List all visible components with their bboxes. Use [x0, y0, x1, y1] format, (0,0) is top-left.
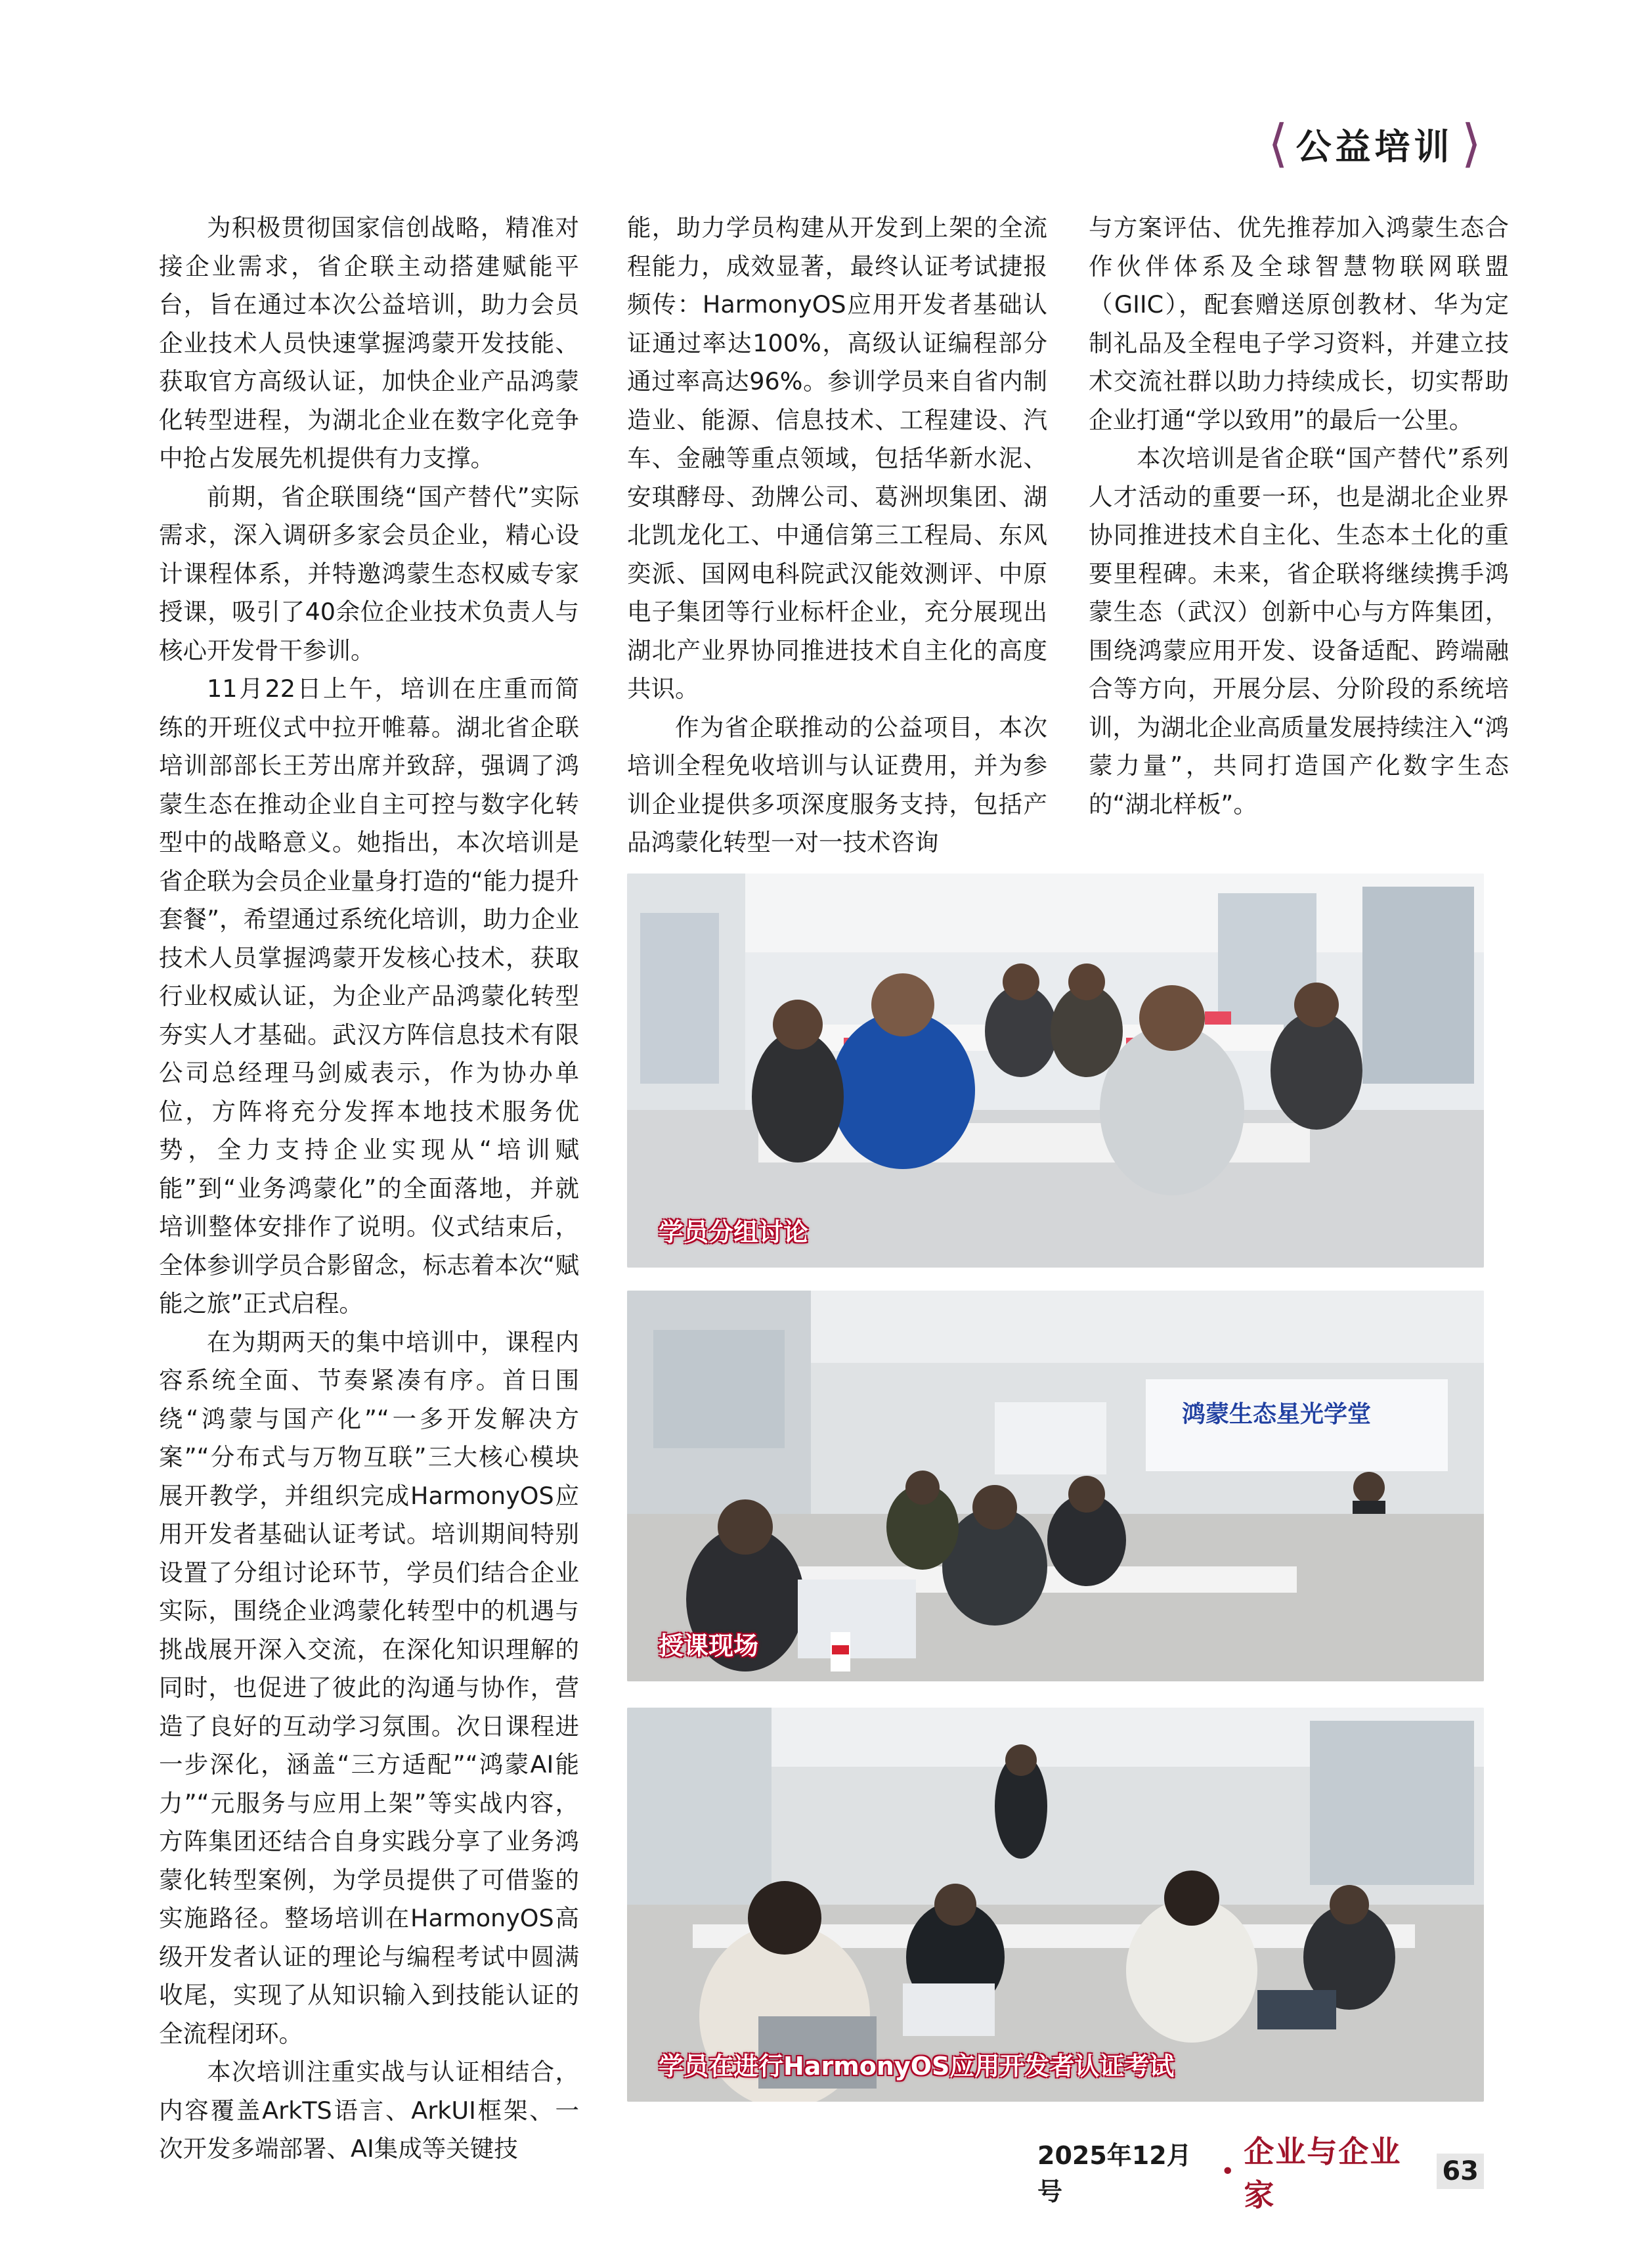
classroom-banner: 鸿蒙生态星光学堂 — [1182, 1401, 1372, 1428]
paragraph: 前期，省企联围绕“国产替代”实际需求，深入调研多家会员企业，精心设计课程体系，并特邀鸿蒙生态权威专家授课，吸引了40余位企业技术负责人与核心开发骨干参训。 — [159, 482, 579, 665]
page-number: 63 — [1437, 2154, 1484, 2189]
paragraph: 作为省企联推动的公益项目，本次培训全程免收培训与认证费用，并为参训企业提供多项深度服务支持，包括产品鸿蒙化转型一对一技术咨询 — [627, 713, 1047, 856]
separator-dot-icon: • — [1221, 2158, 1235, 2185]
photo-caption: 授课现场 — [659, 1631, 759, 1660]
bracket-right-icon: ⟩ — [1461, 114, 1481, 173]
paragraph: 本次培训是省企联“国产替代”系列人才活动的重要一环，也是湖北企业界协同推进技术自主化、生态本土化的重要里程碑。未来，省企联将继续携手鸿蒙生态（武汉）创新中心与方阵集团，围绕鸿蒙应用开发、设备适配、跨端融合等方向，开展分层、分阶段的系统培训，为湖北企业高质量发展持续注入“鸿蒙力量”，共同打造国产化数字生态的“湖北样板”。 — [1089, 444, 1509, 818]
issue-date: 2025年12月号 — [1037, 2141, 1192, 2206]
photo-group-discussion-image — [627, 874, 1484, 1268]
article-column-2 — [627, 209, 1047, 856]
photo-certification-exam — [627, 1708, 1484, 2102]
photo-caption: 学员在进行HarmonyOS应用开发者认证考试 — [659, 2052, 1175, 2081]
photo-caption: 学员分组讨论 — [659, 1218, 809, 1247]
section-label: 公益培训 — [1295, 125, 1454, 167]
photo-group-discussion — [627, 874, 1484, 1268]
paragraph: 为积极贯彻国家信创战略，精准对接企业需求，省企联主动搭建赋能平台，旨在通过本次公益培训，助力会员企业技术人员快速掌握鸿蒙开发技能、获取官方高级认证，加快企业产品鸿蒙化转型进程，为湖北企业在数字化竞争中抢占发展先机提供有力支撑。 — [159, 213, 579, 472]
paragraph: 与方案评估、优先推荐加入鸿蒙生态合作伙伴体系及全球智慧物联网联盟（GIIC），配套赠送原创教材、华为定制礼品及全程电子学习资料，并建立技术交流社群以助力持续成长，切实帮助企业打通“学以致用”的最后一公里。 — [1089, 213, 1509, 434]
paragraph: 本次培训注重实战与认证相结合，内容覆盖ArkTS语言、ArkUI框架、一次开发多端部署、AI集成等关键技 — [159, 2058, 579, 2163]
section-tag — [1268, 114, 1481, 173]
article-column-3 — [1089, 209, 1509, 839]
article-column-1 — [159, 209, 579, 2186]
photo-lecture-image — [627, 1291, 1484, 1681]
photo-lecture — [627, 1291, 1484, 1681]
magazine-name: 企业与企业家 — [1244, 2134, 1402, 2213]
paragraph: 能，助力学员构建从开发到上架的全流程能力，成效显著，最终认证考试捷报频传：HarmonyOS应用开发者基础认证通过率达100%，高级认证编程部分通过率高达96%。参训学员来自省内制造业、能源、信息技术、工程建设、汽车、金融等重点领域，包括华新水泥、安琪酵母、劲牌公司、葛洲坝集团、湖北凯龙化工、中通信第三工程局、东风奕派、国网电科院武汉能效测评、中原电子集团等行业标杆企业，充分展现出湖北产业界协同推进技术自主化的高度共识。 — [627, 213, 1047, 703]
paragraph: 在为期两天的集中培训中，课程内容系统全面、节奏紧凑有序。首日围绕“鸿蒙与国产化”“一多开发解决方案”“分布式与万物互联”三大核心模块展开教学，并组织完成HarmonyOS应用开发者基础认证考试。培训期间特别设置了分组讨论环节，学员们结合企业实际，围绕企业鸿蒙化转型中的机遇与挑战展开深入交流，在深化知识理解的同时，也促进了彼此的沟通与协作，营造了良好的互动学习氛围。次日课程进一步深化，涵盖“三方适配”“鸿蒙AI能力”“元服务与应用上架”等实战内容，方阵集团还结合自身实践分享了业务鸿蒙化转型案例，为学员提供了可借鉴的实施路径。整场培训在HarmonyOS高级开发者认证的理论与编程考试中圆满收尾，实现了从知识输入到技能认证的全流程闭环。 — [159, 1327, 579, 2048]
bracket-left-icon: ⟨ — [1268, 114, 1288, 173]
photo-certification-exam-image — [627, 1708, 1484, 2102]
paragraph: 11月22日上午，培训在庄重而简练的开班仪式中拉开帷幕。湖北省企联培训部部长王芳出席并致辞，强调了鸿蒙生态在推动企业自主可控与数字化转型中的战略意义。她指出，本次培训是省企联为会员企业量身打造的“能力提升套餐”，希望通过系统化培训，助力企业技术人员掌握鸿蒙开发核心技术，获取行业权威认证，为企业产品鸿蒙化转型夯实人才基础。武汉方阵信息技术有限公司总经理马剑威表示，作为协办单位，方阵将充分发挥本地技术服务优势，全力支持企业实现从“培训赋能”到“业务鸿蒙化”的全面落地，并就培训整体安排作了说明。仪式结束后，全体参训学员合影留念，标志着本次“赋能之旅”正式启程。 — [159, 675, 579, 1317]
page-footer — [1037, 2128, 1484, 2215]
